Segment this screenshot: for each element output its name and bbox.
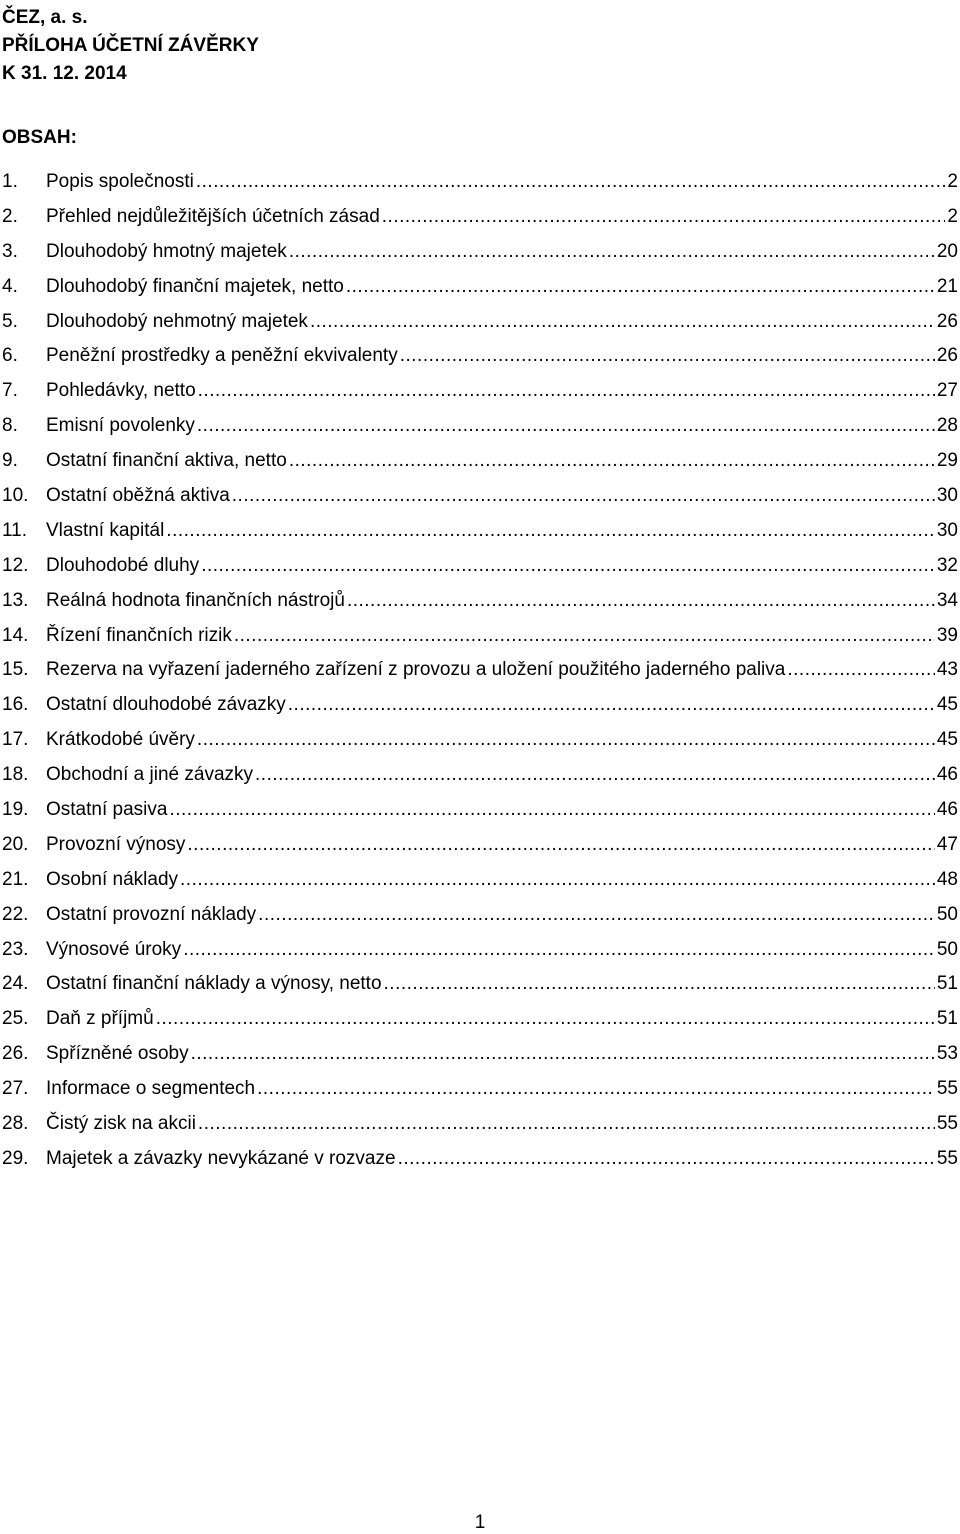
- toc-entry-number: 14.: [2, 624, 29, 646]
- toc-entry[interactable]: [0, 764, 958, 799]
- toc-entry-page: 50: [936, 903, 958, 925]
- toc-entry-label: Vlastní kapitál: [46, 519, 165, 541]
- toc-entry-number: 24.: [2, 973, 29, 995]
- toc-entry[interactable]: [0, 659, 958, 694]
- toc-entry-label: Ostatní pasiva: [46, 799, 168, 821]
- toc-entry[interactable]: [0, 1008, 958, 1043]
- toc-entry-label: Spřízněné osoby: [46, 1043, 189, 1065]
- toc-entry-label: Ostatní finanční náklady a výnosy, netto: [46, 973, 382, 995]
- toc-leader-dots: [258, 904, 935, 926]
- toc-entry-number: 25.: [2, 1008, 29, 1030]
- toc-entry-page: 27: [936, 380, 958, 402]
- toc-entry-number: 20.: [2, 833, 29, 855]
- toc-leader-dots: [398, 1148, 935, 1170]
- toc-entry-page: 45: [936, 694, 958, 716]
- toc-leader-dots: [198, 1113, 935, 1135]
- document-title: PŘÍLOHA ÚČETNÍ ZÁVĚRKY: [2, 35, 259, 56]
- toc-entry-number: 6.: [2, 345, 18, 367]
- toc-entry[interactable]: [0, 485, 958, 520]
- toc-entry[interactable]: [0, 973, 958, 1008]
- toc-entry[interactable]: [0, 590, 958, 625]
- toc-entry-number: 12.: [2, 554, 29, 576]
- toc-entry[interactable]: [0, 694, 958, 729]
- toc-entry-number: 19.: [2, 799, 29, 821]
- toc-entry-number: 26.: [2, 1043, 29, 1065]
- toc-entry-page: 20: [936, 240, 958, 262]
- toc-entry-page: 39: [936, 624, 958, 646]
- toc-entry-number: 28.: [2, 1113, 29, 1135]
- toc-entry-page: 30: [936, 485, 958, 507]
- toc-leader-dots: [197, 729, 935, 751]
- toc-entry-page: 46: [936, 764, 958, 786]
- toc-entry-page: 2: [947, 171, 958, 192]
- toc-entry-label: Výnosové úroky: [46, 938, 182, 960]
- document-date: K 31. 12. 2014: [2, 63, 127, 84]
- toc-entry-page: 55: [936, 1078, 958, 1100]
- toc-entry-label: Ostatní finanční aktiva, netto: [46, 450, 287, 472]
- toc-entry[interactable]: [0, 520, 958, 555]
- toc-entry[interactable]: [0, 904, 958, 939]
- toc-leader-dots: [384, 973, 935, 995]
- toc-leader-dots: [288, 694, 935, 716]
- toc-leader-dots: [180, 869, 935, 891]
- table-of-contents: [0, 171, 958, 1183]
- toc-entry-page: 32: [936, 554, 958, 576]
- toc-entry-label: Osobní náklady: [46, 868, 179, 890]
- toc-entry-number: 18.: [2, 764, 29, 786]
- toc-entry-number: 2.: [2, 205, 18, 227]
- toc-leader-dots: [346, 276, 935, 298]
- toc-entry[interactable]: [0, 380, 958, 415]
- toc-entry-page: 26: [936, 310, 958, 332]
- toc-entry-page: 55: [936, 1113, 958, 1135]
- toc-entry-label: Obchodní a jiné závazky: [46, 764, 254, 786]
- toc-entry[interactable]: [0, 171, 958, 206]
- toc-entry-number: 27.: [2, 1078, 29, 1100]
- toc-entry-label: Ostatní dlouhodobé závazky: [46, 694, 286, 716]
- toc-entry-page: 2: [947, 205, 958, 227]
- toc-title: OBSAH:: [2, 127, 77, 148]
- toc-leader-dots: [347, 590, 935, 612]
- toc-entry[interactable]: [0, 1078, 958, 1113]
- toc-leader-dots: [787, 659, 935, 681]
- toc-entry-label: Ostatní oběžná aktiva: [46, 485, 230, 507]
- toc-entry-page: 46: [936, 799, 958, 821]
- toc-entry-label: Reálná hodnota finančních nástrojů: [46, 589, 345, 611]
- toc-entry[interactable]: [0, 1043, 958, 1078]
- toc-entry-number: 9.: [2, 450, 18, 472]
- toc-entry-number: 7.: [2, 380, 18, 402]
- toc-entry[interactable]: [0, 206, 958, 241]
- toc-entry[interactable]: [0, 799, 958, 834]
- toc-entry-number: 11.: [2, 519, 28, 541]
- toc-entry-label: Rezerva na vyřazení jaderného zařízení z provozu a uložení použitého jaderného paliva: [46, 659, 786, 681]
- toc-entry-label: Emisní povolenky: [46, 415, 195, 437]
- toc-leader-dots: [382, 206, 946, 228]
- toc-entry-label: Dlouhodobý hmotný majetek: [46, 240, 287, 262]
- toc-entry[interactable]: [0, 276, 958, 311]
- toc-leader-dots: [196, 171, 946, 193]
- toc-leader-dots: [169, 799, 934, 821]
- toc-leader-dots: [187, 834, 934, 856]
- toc-entry-label: Dlouhodobý finanční majetek, netto: [46, 275, 344, 297]
- toc-leader-dots: [257, 1078, 935, 1100]
- toc-entry[interactable]: [0, 1113, 958, 1148]
- toc-entry-number: 10.: [2, 485, 29, 507]
- toc-entry[interactable]: [0, 345, 958, 380]
- toc-entry[interactable]: [0, 241, 958, 276]
- toc-leader-dots: [255, 764, 935, 786]
- toc-entry-page: 51: [936, 973, 958, 995]
- toc-entry-label: Informace o segmentech: [46, 1078, 256, 1100]
- toc-leader-dots: [156, 1008, 935, 1030]
- toc-entry-page: 29: [936, 450, 958, 472]
- toc-entry-number: 21.: [2, 868, 29, 890]
- toc-entry-label: Řízení finančních rizik: [46, 624, 232, 646]
- toc-entry[interactable]: [0, 450, 958, 485]
- toc-entry-number: 15.: [2, 659, 29, 681]
- toc-entry-page: 26: [936, 345, 958, 367]
- toc-leader-dots: [197, 415, 935, 437]
- toc-entry[interactable]: [0, 834, 958, 869]
- toc-entry-label: Peněžní prostředky a peněžní ekvivalenty: [46, 345, 398, 367]
- toc-entry-label: Popis společnosti: [46, 171, 194, 192]
- toc-entry[interactable]: [0, 729, 958, 764]
- toc-entry-page: 53: [936, 1043, 958, 1065]
- toc-entry-page: 47: [936, 833, 958, 855]
- toc-entry[interactable]: [0, 555, 958, 590]
- toc-entry-page: 51: [936, 1008, 958, 1030]
- toc-leader-dots: [289, 450, 935, 472]
- toc-entry[interactable]: [0, 939, 958, 974]
- toc-entry-number: 3.: [2, 240, 18, 262]
- toc-entry[interactable]: [0, 625, 958, 660]
- toc-entry-label: Majetek a závazky nevykázané v rozvaze: [46, 1147, 396, 1169]
- toc-entry-page: 21: [936, 275, 958, 297]
- toc-leader-dots: [400, 345, 935, 367]
- toc-entry-page: 43: [936, 659, 958, 681]
- company-name: ČEZ, a. s.: [2, 7, 88, 28]
- toc-entry-number: 13.: [2, 589, 29, 611]
- toc-leader-dots: [310, 311, 935, 333]
- toc-entry-page: 28: [936, 415, 958, 437]
- toc-entry-label: Přehled nejdůležitějších účetních zásad: [46, 205, 380, 227]
- toc-entry-page: 55: [936, 1147, 958, 1169]
- toc-leader-dots: [201, 555, 935, 577]
- toc-entry-label: Čistý zisk na akcii: [46, 1113, 196, 1135]
- toc-entry-page: 48: [936, 868, 958, 890]
- toc-entry-label: Pohledávky, netto: [46, 380, 196, 402]
- toc-entry-number: 8.: [2, 415, 18, 437]
- toc-entry-number: 1.: [2, 171, 18, 192]
- toc-entry[interactable]: [0, 1148, 958, 1183]
- page-number: 1: [474, 1512, 486, 1533]
- toc-entry-page: 30: [936, 519, 958, 541]
- toc-entry[interactable]: [0, 311, 958, 346]
- toc-entry-label: Daň z příjmů: [46, 1008, 154, 1030]
- toc-leader-dots: [198, 380, 935, 402]
- toc-entry-number: 4.: [2, 275, 18, 297]
- toc-entry-number: 17.: [2, 729, 29, 751]
- toc-entry-label: Dlouhodobý nehmotný majetek: [46, 310, 308, 332]
- document-header: [2, 4, 259, 88]
- toc-entry-number: 22.: [2, 903, 29, 925]
- toc-entry-page: 34: [936, 589, 958, 611]
- toc-leader-dots: [183, 939, 935, 961]
- toc-leader-dots: [289, 241, 935, 263]
- toc-entry[interactable]: [0, 869, 958, 904]
- toc-entry-label: Provozní výnosy: [46, 833, 186, 855]
- toc-leader-dots: [232, 485, 935, 507]
- toc-entry-label: Dlouhodobé dluhy: [46, 554, 200, 576]
- toc-leader-dots: [191, 1043, 935, 1065]
- toc-entry-page: 50: [936, 938, 958, 960]
- toc-leader-dots: [166, 520, 935, 542]
- toc-entry-number: 5.: [2, 310, 18, 332]
- toc-entry-number: 29.: [2, 1147, 29, 1169]
- toc-entry[interactable]: [0, 415, 958, 450]
- toc-entry-label: Ostatní provozní náklady: [46, 903, 257, 925]
- toc-entry-number: 23.: [2, 938, 29, 960]
- toc-entry-page: 45: [936, 729, 958, 751]
- toc-entry-label: Krátkodobé úvěry: [46, 729, 195, 751]
- toc-entry-number: 16.: [2, 694, 29, 716]
- toc-leader-dots: [234, 625, 935, 647]
